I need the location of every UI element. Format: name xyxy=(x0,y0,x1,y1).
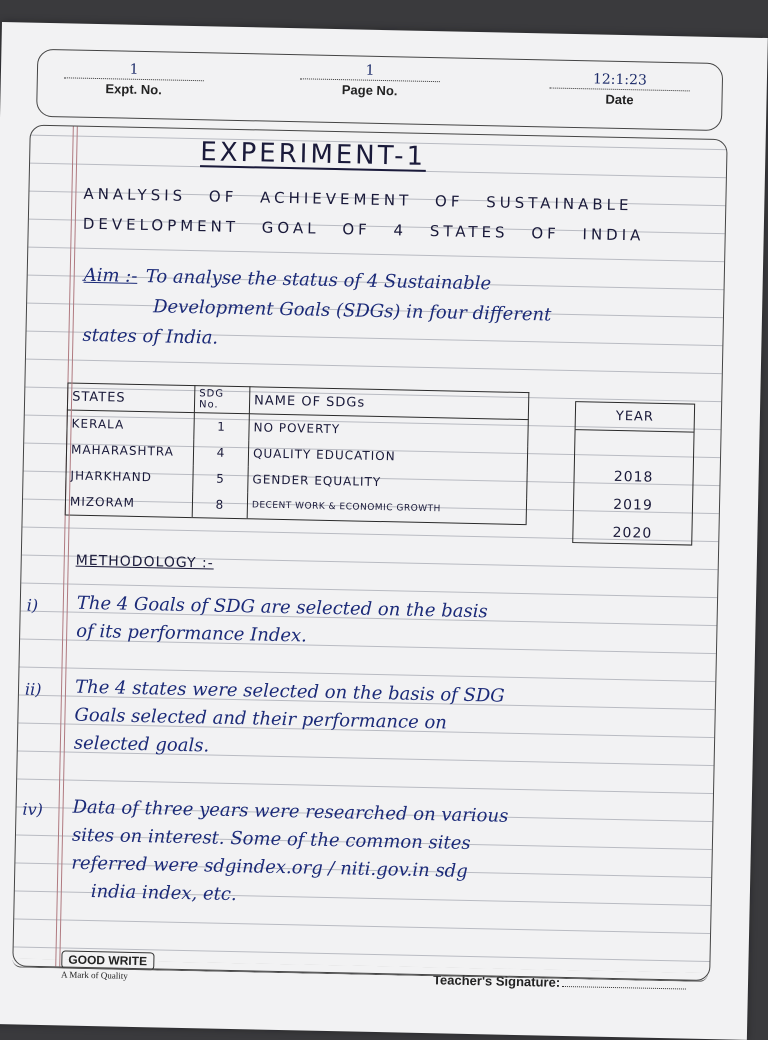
date-field xyxy=(549,70,690,108)
sdg-name-cell: DECENT WORK & ECONOMIC GROWTH xyxy=(247,492,526,524)
date-label: Date xyxy=(605,91,634,108)
expt-no-label: Expt. No. xyxy=(105,81,162,98)
aim-text-line-1: To analyse the status of 4 Sustainable xyxy=(145,266,492,295)
year-value: 2019 xyxy=(613,496,653,514)
methodology-heading: METHODOLOGY :- xyxy=(75,552,214,572)
sdg-no-cell: 4 xyxy=(193,439,249,466)
signature-line xyxy=(562,986,686,990)
page-no-field xyxy=(300,61,441,99)
col-header-states: STATES xyxy=(67,383,195,413)
sdg-name-cell: QUALITY EDUCATION xyxy=(248,440,527,472)
sdg-table xyxy=(65,382,530,525)
methodology-line: of its performance Index. xyxy=(76,620,308,647)
page-title: EXPERIMENT-1 xyxy=(200,137,427,172)
expt-no-value: 1 xyxy=(64,60,204,81)
sdg-no-cell: 1 xyxy=(194,413,250,441)
date-value: 12:1:23 xyxy=(550,70,690,91)
col-header-sdg-name: NAME OF SDGs xyxy=(249,387,529,420)
aim-text-line-3: states of India. xyxy=(82,324,219,349)
sdg-name-cell: NO POVERTY xyxy=(249,414,528,446)
sdg-no-cell: 5 xyxy=(193,465,249,492)
item-number: i) xyxy=(26,595,39,615)
brand-tagline: A Mark of Quality xyxy=(60,969,128,981)
methodology-line: referred were sdgindex.org / niti.gov.in sdg xyxy=(71,852,468,882)
aim-label: Aim :- xyxy=(83,264,138,287)
ruled-writing-area xyxy=(12,125,727,990)
state-cell: KERALA xyxy=(67,410,195,439)
state-cell: JHARKHAND xyxy=(66,462,194,491)
item-number: iv) xyxy=(22,799,44,820)
methodology-line: The 4 Goals of SDG are selected on the basis xyxy=(76,592,488,623)
subtitle-line-1: ANALYSIS OF ACHIEVEMENT OF SUSTAINABLE xyxy=(83,184,633,215)
item-number: ii) xyxy=(24,679,42,699)
sdg-no-cell: 8 xyxy=(192,491,248,519)
year-table xyxy=(572,401,695,545)
notebook-page xyxy=(0,22,768,1040)
page-header xyxy=(36,49,723,131)
expt-no-field xyxy=(63,60,204,98)
methodology-line: selected goals. xyxy=(73,732,210,757)
year-header: YEAR xyxy=(576,402,695,432)
aim-text-line-2: Development Goals (SDGs) in four different xyxy=(152,296,552,326)
sdg-name-cell: GENDER EQUALITY xyxy=(248,466,527,498)
col-header-sdg-no: SDG No. xyxy=(194,386,250,414)
methodology-line: Data of three years were researched on various xyxy=(72,796,509,827)
methodology-line: india index, etc. xyxy=(90,881,237,906)
year-value: 2018 xyxy=(613,468,654,486)
subtitle-line-2: DEVELOPMENT GOAL OF 4 STATES OF INDIA xyxy=(82,214,645,245)
page-no-label: Page No. xyxy=(341,82,398,99)
brand-name: GOOD WRITE xyxy=(61,950,154,970)
state-cell: MIZORAM xyxy=(65,488,193,517)
year-value: 2020 xyxy=(612,524,653,542)
methodology-line: Goals selected and their performance on xyxy=(74,704,448,734)
state-cell: MAHARASHTRA xyxy=(66,436,194,465)
teacher-signature-label: Teacher's Signature: xyxy=(432,972,561,990)
page-no-value: 1 xyxy=(300,61,440,82)
methodology-line: sites on interest. Some of the common sites xyxy=(71,824,471,854)
methodology-line: The 4 states were selected on the basis of SDG xyxy=(74,676,505,707)
